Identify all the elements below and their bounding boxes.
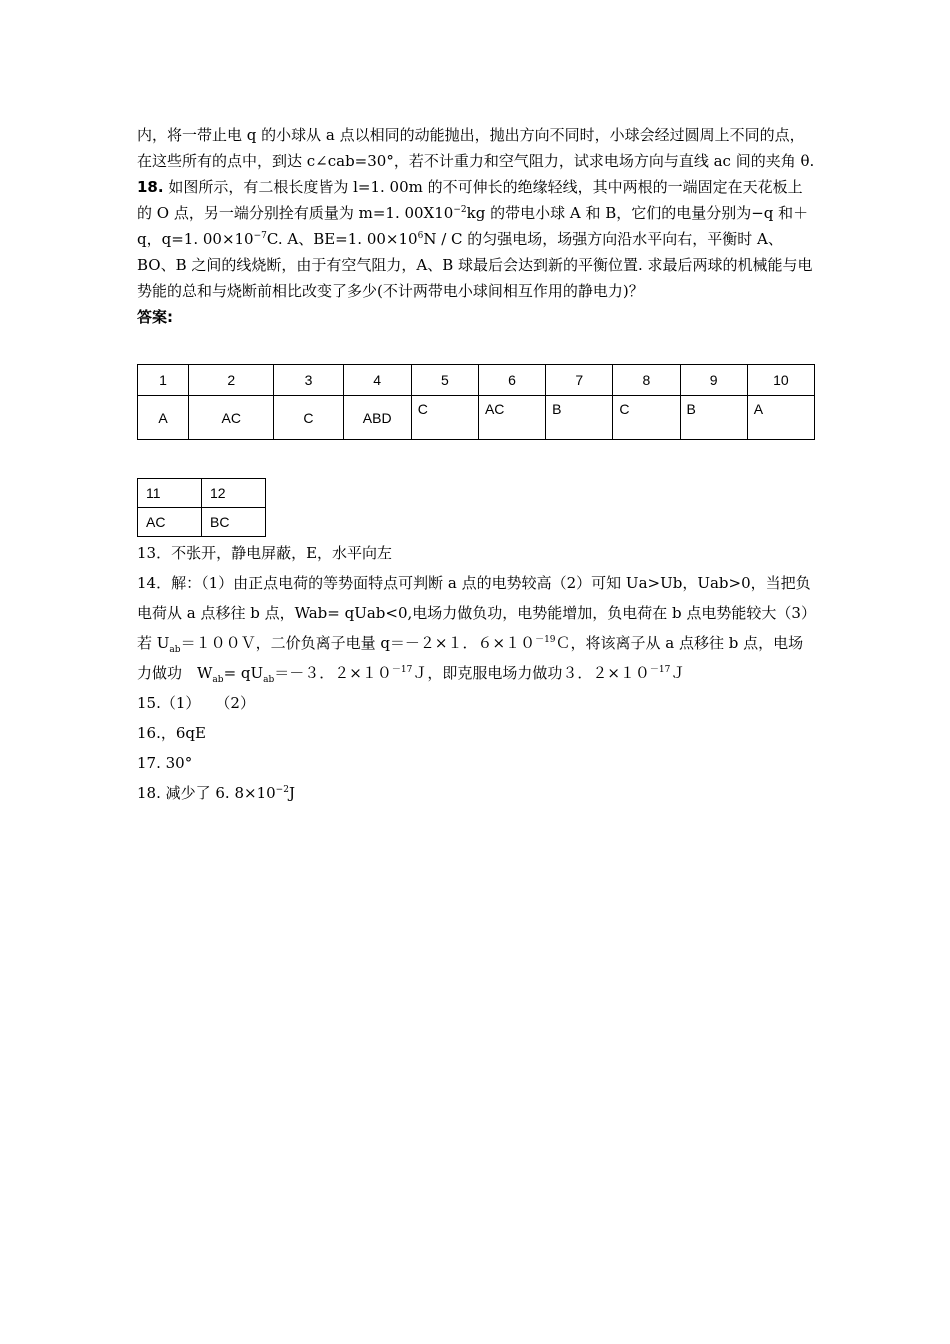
a14-text-c: Ｃ，将该离子从 a 点移往 b 点，电场力做功 W <box>137 634 804 682</box>
q18-text-c: C. A、BE=1. 00×10 <box>266 230 418 248</box>
a14-sub-3: ab <box>263 675 275 685</box>
table-header-cell: 2 <box>189 365 274 396</box>
answer-heading: 答案: <box>137 308 173 326</box>
table-header-cell: 10 <box>747 365 814 396</box>
a14-text-f: Ｊ，即克服电场力做功３．２×１０ <box>412 664 650 682</box>
table-row <box>138 396 815 440</box>
table-cell: AC <box>138 508 202 537</box>
answer-14 <box>137 568 817 688</box>
table-header-cell: 12 <box>202 479 266 508</box>
answer-table-2 <box>137 478 266 537</box>
a18-exp: −2 <box>275 785 289 795</box>
q18-exponent-2: −7 <box>253 231 267 241</box>
table-cell: AC <box>478 396 545 440</box>
a14-sub-1: ab <box>169 645 181 655</box>
answer-17: 17. 30° <box>137 754 193 772</box>
table-cell: B <box>546 396 613 440</box>
table-header-cell: 5 <box>411 365 478 396</box>
a14-text-a: 14．解：（1）由正点电荷的等势面特点可判断 a 点的电势较高（2）可知 Ua>Ub，Uab>0，当把负电荷从 a 点移往 b 点，Wab= qUab<0,电场力做负功，电势能增加，负电荷在 b 点电势能较大（3）若 U <box>137 574 816 652</box>
table-header-cell: 3 <box>274 365 343 396</box>
table-cell: A <box>138 396 189 440</box>
table-header-cell: 4 <box>343 365 411 396</box>
table-cell: C <box>411 396 478 440</box>
table-row <box>138 479 266 508</box>
a18-text-b: J <box>288 784 295 802</box>
a14-text-d: = qU <box>223 664 264 682</box>
a18-text-a: 18. 减少了 6. 8×10 <box>137 784 276 802</box>
q18-exponent-3: 6 <box>417 231 424 241</box>
a14-exp-1: －19 <box>535 635 556 645</box>
a14-exp-2: －17 <box>391 665 413 675</box>
table-cell: C <box>274 396 343 440</box>
table-cell: BC <box>202 508 266 537</box>
table-header-cell: 1 <box>138 365 189 396</box>
a14-sub-2: ab <box>212 675 224 685</box>
q18-text-d: N / C 的匀强电场，场强方向沿水平向右，平衡时 A、BO、B 之间的线烧断，由于有空气阻力，A、B 球最后会达到新的平衡位置. 求最后两球的机械能与电势能的总和与烧断前相比改变了多少(不计两带电小球间相互作用的静电力)？ <box>137 230 813 300</box>
table-cell: AC <box>189 396 274 440</box>
table-cell: C <box>613 396 680 440</box>
question-18-number: 18. <box>137 178 164 196</box>
a14-exp-3: －17 <box>649 665 671 675</box>
answer-13: 13．不张开，静电屏蔽，E，水平向左 <box>137 544 393 562</box>
a14-text-b: ＝１００Ｖ，二价负离子电量 q＝－２×１．６×１０ <box>180 634 536 652</box>
table-header-cell: 11 <box>138 479 202 508</box>
answer-table-1 <box>137 364 815 440</box>
table-cell: B <box>680 396 747 440</box>
a14-text-g: Ｊ <box>670 664 686 682</box>
table-cell: A <box>747 396 814 440</box>
answer-list <box>137 538 817 808</box>
table-header-cell: 6 <box>478 365 545 396</box>
q18-exponent-1: −2 <box>453 205 467 215</box>
table-cell: ABD <box>343 396 411 440</box>
question-18 <box>137 174 817 304</box>
q18-text-a: 如图所示，有二根长度皆为 l=1. 00m 的不可伸长的绝缘轻线，其中两根的一端固定在天花板上的 O 点，另一端分别拴有质量为 m=1. 00X10 <box>137 178 803 222</box>
table-header-cell: 9 <box>680 365 747 396</box>
answer-16: 16.，6qE <box>137 724 206 742</box>
table-row <box>138 365 815 396</box>
a14-text-e: ＝－３．２×１０ <box>274 664 392 682</box>
question-17-tail: 内，将一带止电 q 的小球从 a 点以相同的动能抛出，抛出方向不同时，小球会经过圆周上不同的点，在这些所有的点中，到达 c∠cab=30°，若不计重力和空气阻力，试求电场方向与直线 ac 间的夹角 θ. <box>137 126 815 170</box>
q18-text-b: kg 的带电小球 A 和 B，它们的电量分别为−q 和＋q，q=1. 00×10 <box>137 204 809 248</box>
answer-15: 15.（1） （2） <box>137 694 255 712</box>
table-row <box>138 508 266 537</box>
table-header-cell: 7 <box>546 365 613 396</box>
answer-18 <box>137 778 817 808</box>
table-header-cell: 8 <box>613 365 680 396</box>
